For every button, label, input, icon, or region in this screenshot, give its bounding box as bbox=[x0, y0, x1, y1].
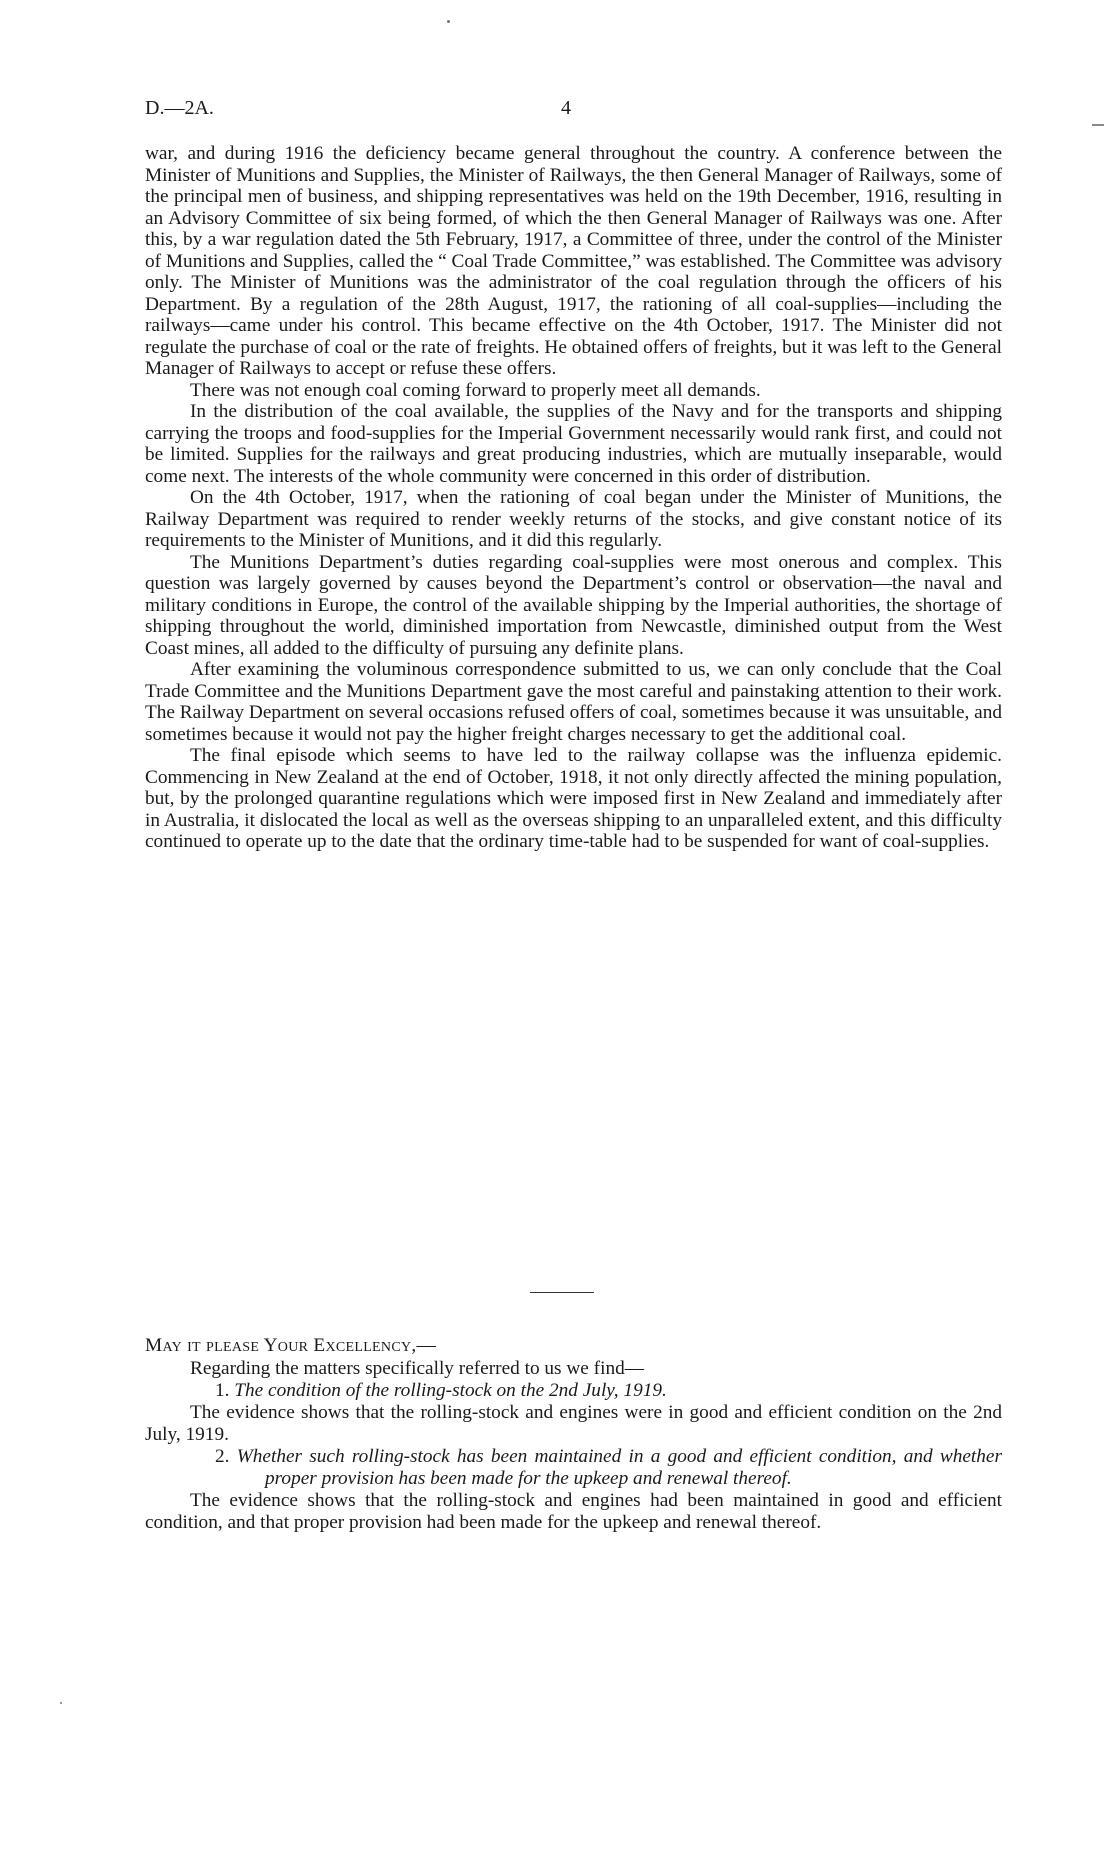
findings-section bbox=[145, 1358, 1002, 1534]
finding-item-1 bbox=[145, 1380, 1002, 1402]
finding-number: 1. bbox=[215, 1380, 230, 1401]
margin-mark bbox=[1092, 124, 1104, 126]
finding-number: 2. bbox=[215, 1446, 230, 1467]
page-header bbox=[145, 97, 1005, 123]
paragraph: The final episode which seems to have led to the railway collapse was the influenza epidemic. Commencing in New Zealand at the end of October, 1918, it not only directly affected the mining population, but, by the prolonged quarantine regulations which were imposed first in New Zealand and immediately after in Australia, it dislocated the local as well as the overseas shipping to an unparalleled extent, and this difficulty continued to operate up to the date that the ordinary time-table had to be suspended for want of coal-supplies. bbox=[145, 745, 1002, 852]
finding-item-2 bbox=[145, 1446, 1002, 1490]
section-divider bbox=[530, 1292, 594, 1293]
page-number: 4 bbox=[561, 97, 571, 119]
paragraph: On the 4th October, 1917, when the rationing of coal began under the Minister of Munitions, the Railway Department was required to render weekly returns of the stocks, and give constant notice of its requirements to the Minister of Munitions, and it did this regularly. bbox=[145, 487, 1002, 551]
finding-answer-1: The evidence shows that the rolling-stock and engines were in good and efficient condition on the 2nd July, 1919. bbox=[145, 1402, 1002, 1445]
paragraph: In the distribution of the coal available, the supplies of the Navy and for the transports and shipping carrying the troops and food-supplies for the Imperial Government necessarily would rank first, and could not be limited. Supplies for the railways and great producing industries, which are mutually inseparable, would come next. The interests of the whole community were concerned in this order of distribution. bbox=[145, 401, 1002, 487]
paragraph: After examining the voluminous correspondence submitted to us, we can only conclude that the Coal Trade Committee and the Munitions Department gave the most careful and painstaking attention to their work. The Railway Department on several occasions refused offers of coal, sometimes because it was unsuitable, and sometimes because it would not pay the higher freight charges necessary to get the additional coal. bbox=[145, 659, 1002, 745]
findings-intro: Regarding the matters specifically referred to us we find— bbox=[190, 1358, 645, 1379]
paragraph: There was not enough coal coming forward to properly meet all demands. bbox=[190, 379, 761, 401]
paragraph: war, and during 1916 the deficiency became general throughout the country. A conference between the Minister of Munitions and Supplies, the Minister of Railways, the then General Manager of Railways, some of the principal men of business, and shipping representatives was held on the 19th December, 1916, resulting in an Advisory Committee of six being formed, of which the then General Manager of Railways was one. After this, by a war regulation dated the 5th February, 1917, a Committee of three, under the control of the Minister of Munitions and Supplies, called the “ Coal Trade Committee,” was established. The Committee was advisory only. The Minister of Munitions was the administrator of the coal regulation through the officers of his Department. By a regulation of the 28th August, 1917, the rationing of all coal-supplies—including the railways—came under his control. This became effective on the 4th October, 1917. The Minister did not regulate the purchase of coal or the rate of freights. He obtained offers of freights, but it was left to the General Manager of Railways to accept or refuse these offers. bbox=[145, 143, 1002, 379]
document-code: D.—2A. bbox=[145, 97, 214, 119]
body-text bbox=[145, 143, 1002, 853]
finding-question: Whether such rolling-stock has been maintained in a good and efficient condition, and whether proper provision has been made for the upkeep and renewal thereof. bbox=[236, 1446, 1002, 1489]
paragraph: The Munitions Department’s duties regarding coal-supplies were most onerous and complex. This question was largely governed by causes beyond the Department’s control or observation—the naval and military conditions in Europe, the control of the available shipping by the Imperial authorities, the shortage of shipping throughout the world, diminished importation from Newcastle, diminished output from the West Coast mines, all added to the difficulty of pursuing any definite plans. bbox=[145, 551, 1002, 659]
salutation-text: May it please Your Excellency,— bbox=[145, 1335, 437, 1356]
scan-speck bbox=[447, 20, 450, 23]
finding-answer-2: The evidence shows that the rolling-stock and engines had been maintained in good and efficient condition, and that proper provision had been made for the upkeep and renewal thereof. bbox=[145, 1490, 1002, 1533]
finding-question: The condition of the rolling-stock on the 2nd July, 1919. bbox=[234, 1380, 667, 1401]
scan-speck bbox=[60, 1702, 62, 1704]
address-salutation bbox=[145, 1335, 1002, 1357]
